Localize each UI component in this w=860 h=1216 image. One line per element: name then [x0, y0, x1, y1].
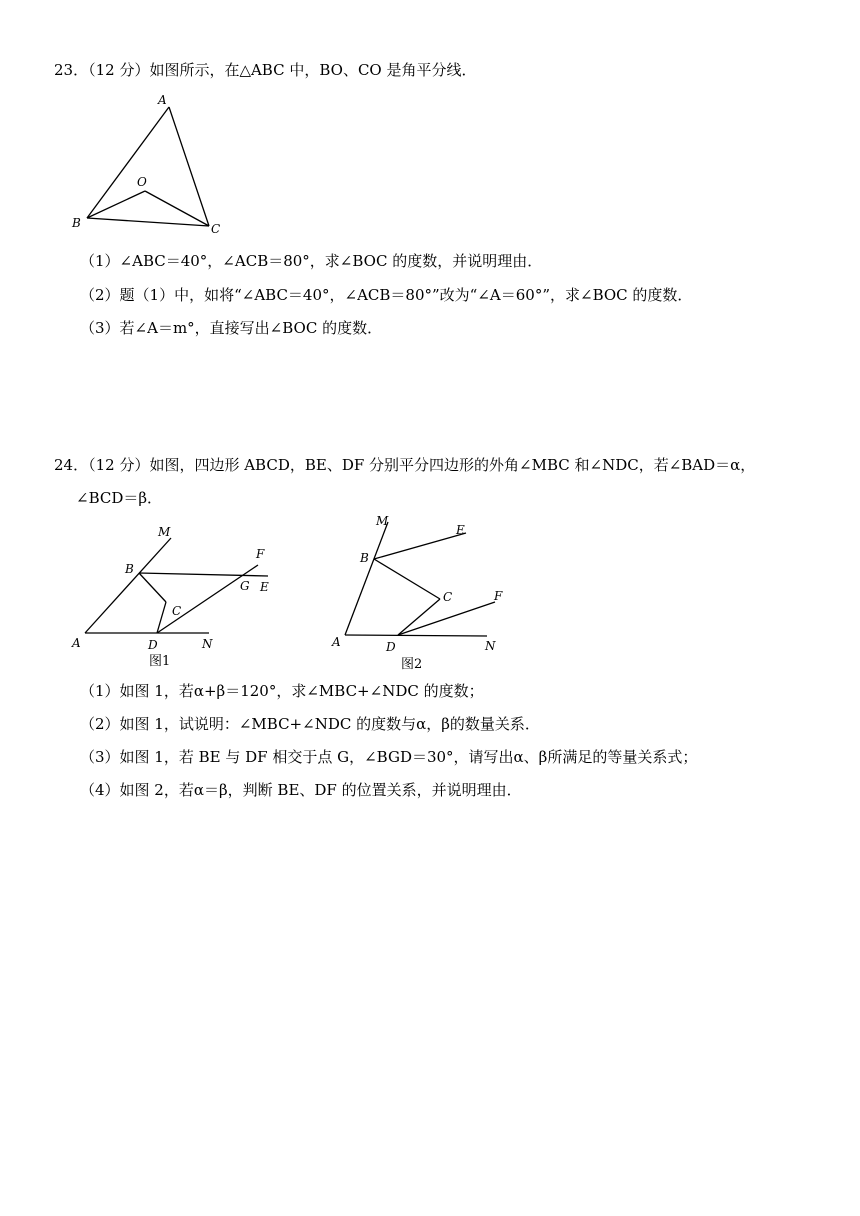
label-a: A: [158, 93, 167, 107]
segment-am: [85, 538, 171, 633]
segment-be: [139, 573, 268, 576]
q24-figure-2: [320, 505, 520, 675]
label-e: E: [260, 580, 269, 594]
label-a: A: [72, 636, 81, 650]
segment-bc: [374, 559, 440, 599]
q24-part-1: （1）如图 1，若α+β＝120°，求∠MBC+∠NDC 的度数；: [80, 682, 484, 700]
segment-ab: [87, 107, 169, 218]
q24-part-2: （2）如图 1，试说明：∠MBC+∠NDC 的度数与α，β的数量关系．: [80, 715, 540, 733]
label-c: C: [211, 222, 221, 236]
q23-part-3: （3）若∠A＝m°，直接写出∠BOC 的度数．: [80, 319, 383, 337]
label-m: M: [158, 525, 171, 539]
label-f: F: [256, 547, 265, 561]
q24-figure-1: [60, 515, 290, 675]
label-a: A: [332, 635, 341, 649]
q23-part-1: （1）∠ABC＝40°，∠ACB＝80°，求∠BOC 的度数，并说明理由．: [80, 252, 543, 270]
label-b: B: [125, 562, 134, 576]
q23-part-2: （2）题（1）中，如将“∠ABC＝40°，∠ACB＝80°”改为“∠A＝60°”，求∠BOC 的度数．: [80, 286, 693, 304]
segment-be: [374, 533, 466, 559]
label-b: B: [360, 551, 369, 565]
figure-1-caption: 图1: [149, 654, 171, 669]
q23-stem: 23．（12 分）如图所示，在△ABC 中，BO、CO 是角平分线．: [54, 61, 477, 79]
segment-bc: [87, 218, 209, 226]
q24-stem-line-1: 24．（12 分）如图，四边形 ABCD，BE、DF 分别平分四边形的外角∠MBC 和∠NDC，若∠BAD＝α，: [54, 456, 756, 474]
segment-cd: [398, 599, 440, 635]
label-m: M: [376, 514, 389, 528]
segment-bc: [139, 573, 166, 602]
label-n: N: [485, 639, 496, 653]
label-d: D: [148, 638, 158, 652]
segment-am: [345, 522, 388, 635]
segment-bo: [87, 191, 145, 218]
label-g: G: [240, 579, 250, 593]
label-c: C: [443, 590, 453, 604]
segment-df: [398, 602, 495, 635]
q24-stem-line-2: ∠BCD＝β．: [76, 489, 163, 507]
label-e: E: [456, 523, 465, 537]
q23-triangle-figure: [60, 85, 240, 240]
q24-part-4: （4）如图 2，若α＝β，判断 BE、DF 的位置关系，并说明理由．: [80, 781, 522, 799]
q24-part-3: （3）如图 1，若 BE 与 DF 相交于点 G，∠BGD＝30°，请写出α、β所满足的等量关系式；: [80, 748, 698, 766]
label-f: F: [494, 589, 503, 603]
label-o: O: [137, 175, 147, 189]
label-d: D: [386, 640, 396, 654]
segment-ac: [169, 107, 209, 226]
label-b: B: [72, 216, 81, 230]
segment-an: [345, 635, 487, 636]
figure-2-caption: 图2: [401, 657, 423, 672]
label-c: C: [172, 604, 182, 618]
label-n: N: [202, 637, 213, 651]
